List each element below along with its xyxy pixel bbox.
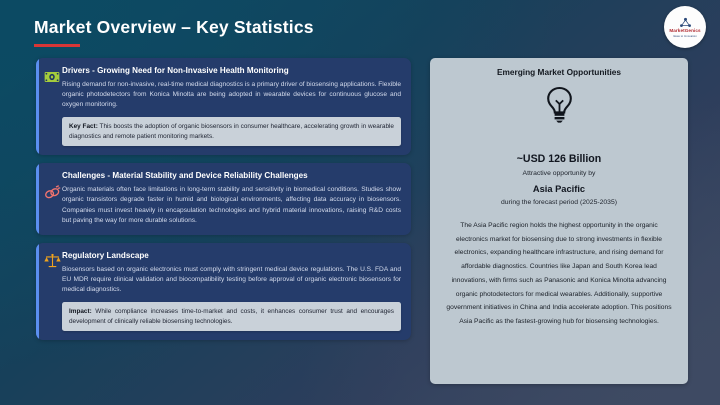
emerging-market-opportunities-panel (430, 58, 688, 384)
card-body-text: Organic materials often face limitations in long-term stability and sensitivity in biomedical conditions. Studies show organic transistors degrade faster in humid and biological environments, affecting data accuracy in biosensors. Companies must invest heavily in encapsulation technologies and hybrid material innovations, raising R&D costs but paving the way for more durable solutions. (62, 186, 401, 224)
opportunity-value: ~USD 126 Billion (516, 153, 602, 165)
callout-text: This boosts the adoption of organic biosensors in consumer healthcare, accelerating growth in wearable diagnostics and remote patient monitoring markets. (69, 123, 394, 140)
callout-label: Key Fact: (69, 123, 98, 131)
impact-callout (62, 302, 401, 331)
forecast-period: during the forecast period (2025-2035) (501, 199, 617, 206)
card-title: Regulatory Landscape (62, 250, 149, 260)
money-banknote-icon (44, 69, 60, 85)
card-body-text: Rising demand for non-invasive, real-time medical diagnostics is a primary driver of biosensing applications. Flexible organic photodetectors from Konica Minolta are being adopted in wearable devices for continuous glucose and oxygen monitoring. (62, 80, 401, 109)
title-underline-rule (34, 44, 80, 47)
key-fact-callout (62, 117, 401, 146)
logo-tagline: Ideas to Innovation (673, 34, 697, 38)
card-regulatory-landscape[interactable] (36, 243, 411, 340)
panel-paragraph: The Asia Pacific region holds the highest opportunity in the organic electronics market for biosensing due to strong investments in flexible electronics, expanding healthcare infrastructure, and rising demand for affordable diagnostics. Countries like Japan and South Korea lead innovations, with firms such as Panasonic and Konica Minolta advancing organic photodetectors for medical wearables. Additionally, supportive government initiatives in China and India accelerate adoption. This positions Asia Pacific as the fastest-growing hub for biosensing technologies. (446, 222, 672, 326)
card-title: Challenges - Material Stability and Device Reliability Challenges (62, 171, 308, 181)
card-drivers[interactable] (36, 58, 411, 155)
card-challenges[interactable] (36, 163, 411, 234)
panel-title: Emerging Market Opportunities (496, 67, 621, 77)
page-title: Market Overview – Key Statistics (34, 17, 314, 37)
callout-text: While compliance increases time-to-market and costs, it enhances consumer trust and encourages development of clinically reliable biosensing technologies. (69, 308, 394, 325)
callout-label: Impact: (69, 308, 92, 316)
brand-logo (664, 6, 706, 48)
logo-name: MarketGenics (669, 28, 701, 34)
broken-chain-link-icon (43, 184, 61, 202)
insight-cards-column (36, 58, 411, 340)
card-body-text: Biosensors based on organic electronics must comply with stringent medical device regulations. The U.S. FDA and EU MDR require clinical validation and biocompatibility testing before approval of organic electronic biosensors for medical diagnostics. (62, 265, 401, 294)
opportunity-caption: Attractive opportunity by (522, 170, 596, 177)
lightbulb-icon (544, 86, 575, 129)
balance-scales-icon (43, 252, 61, 270)
opportunity-region: Asia Pacific (532, 184, 586, 194)
page-header (34, 17, 314, 47)
card-title: Drivers - Growing Need for Non-Invasive Health Monitoring (62, 66, 289, 75)
